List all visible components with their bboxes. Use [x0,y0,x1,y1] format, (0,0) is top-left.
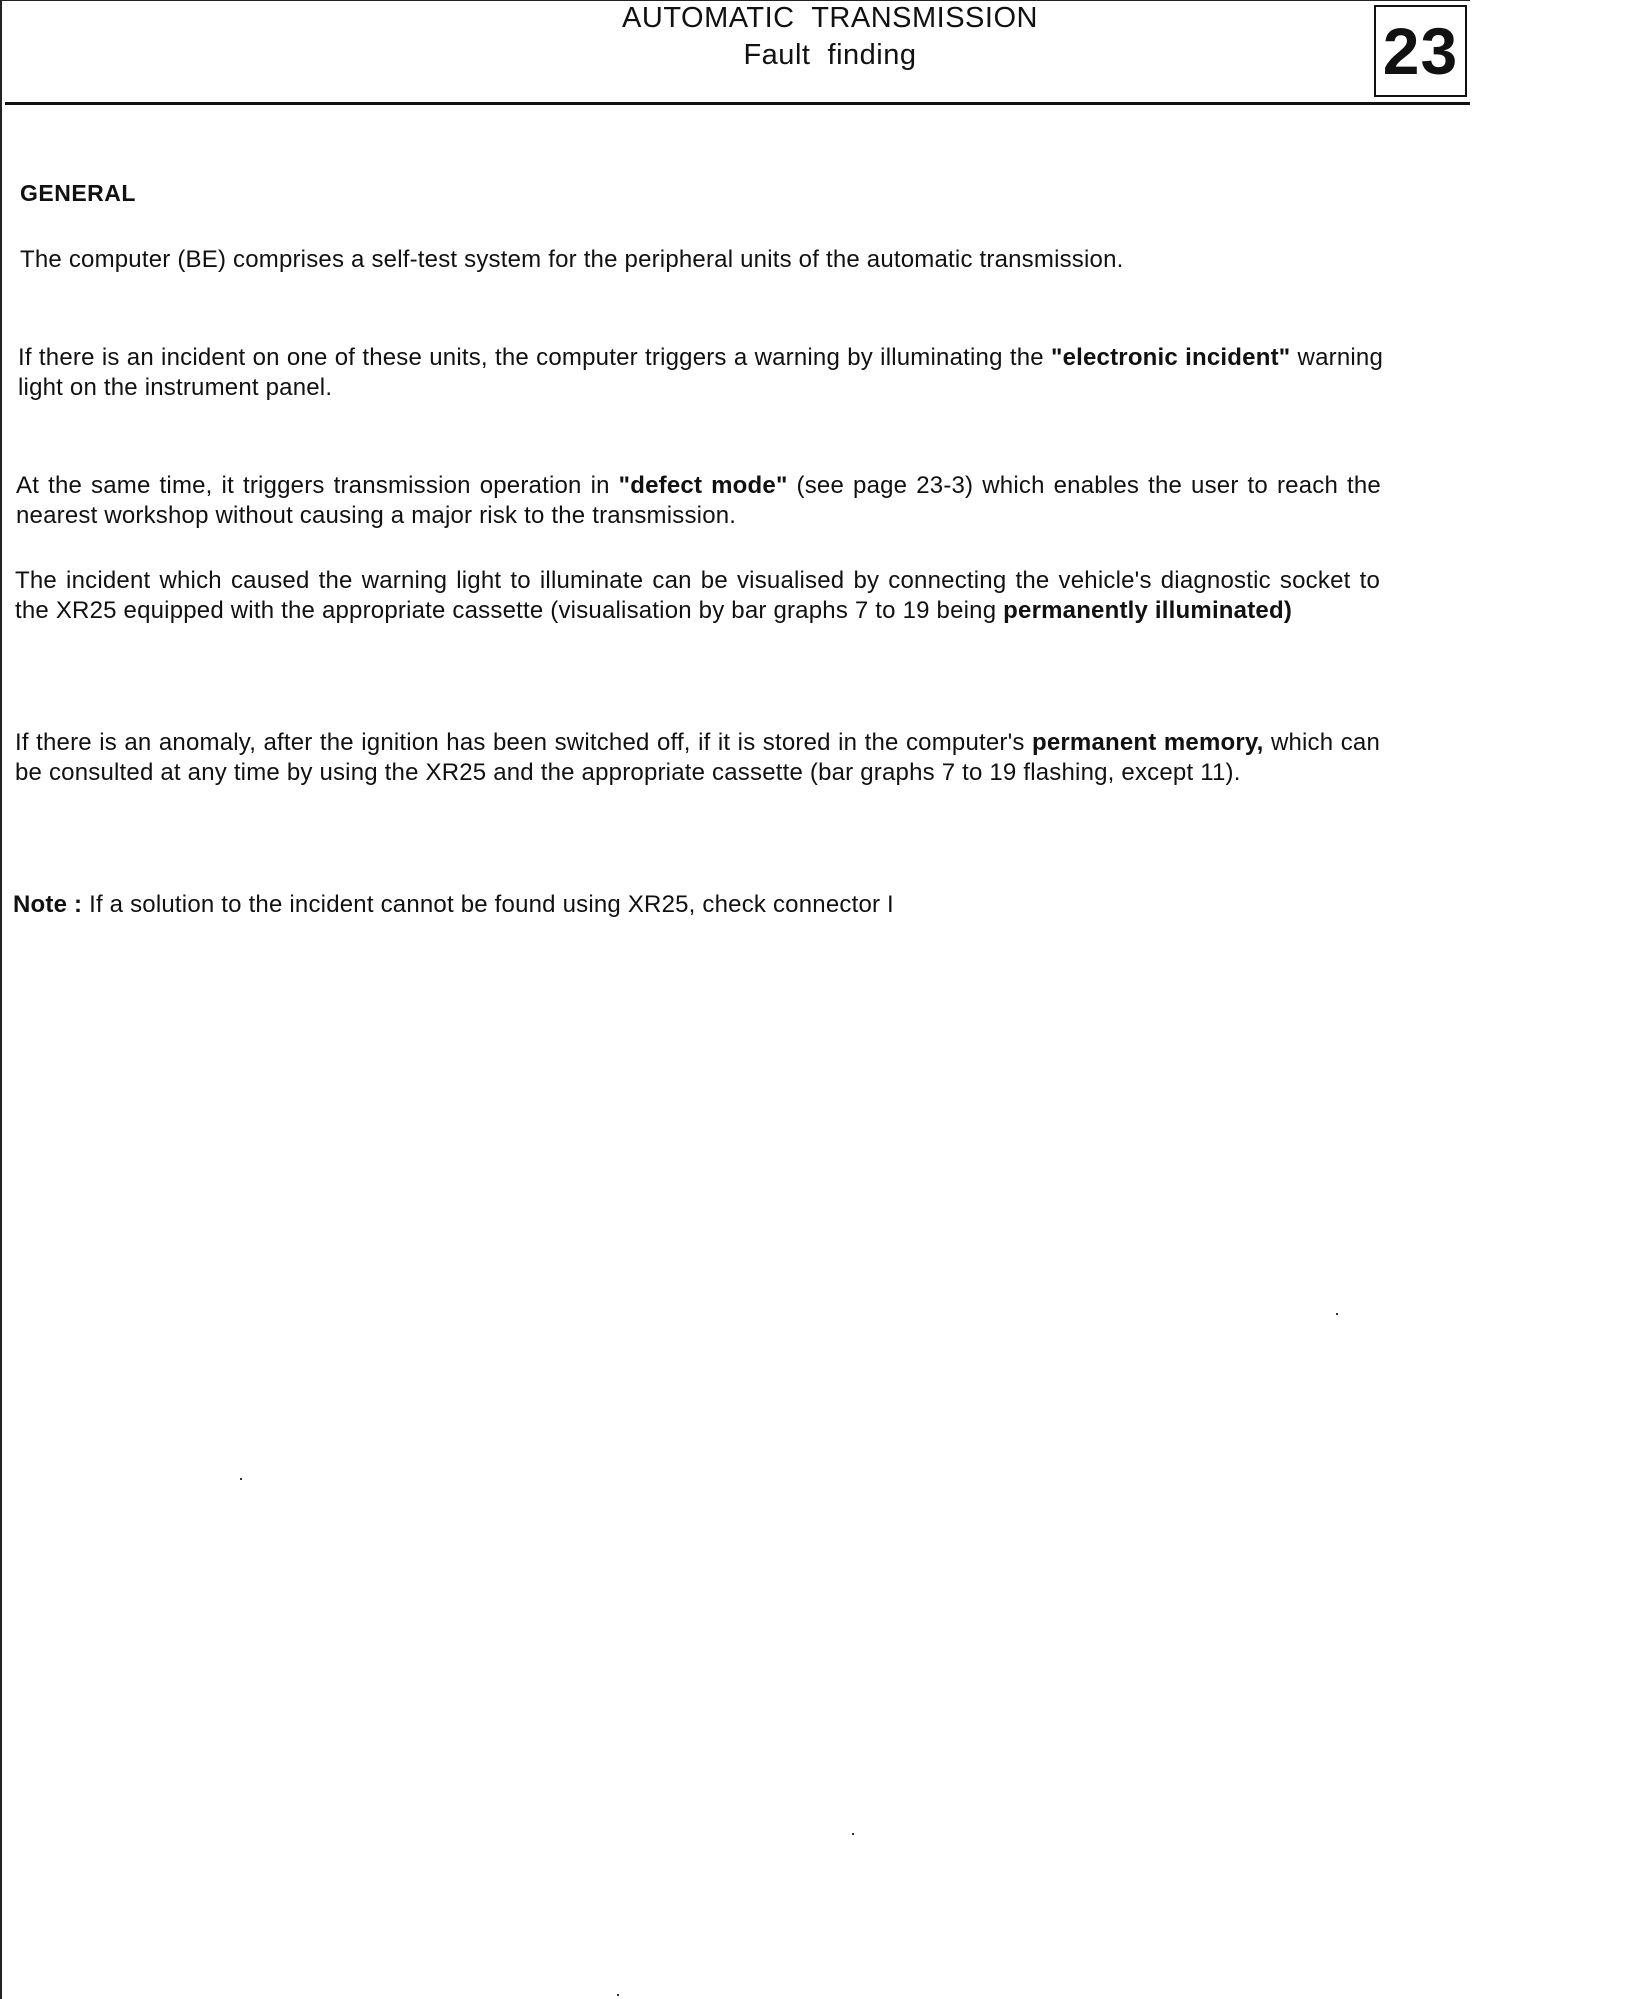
paragraph-anomaly-memory-text-a: If there is an anomaly, after the ignition has been switched off, if it is stored in the computer's [15,729,1032,756]
paragraph-visualisation [15,566,1380,626]
paragraph-incident-warning-emphasis: "electronic incident" [1051,344,1291,371]
section-number-box [1374,5,1467,97]
paragraph-incident-warning-text-a: If there is an incident on one of these units, the computer triggers a warning by illuminating the [18,344,1051,371]
section-heading: GENERAL [20,180,136,206]
paragraph-anomaly-memory-text-c: which can be consulted at any time by using the XR25 and the appropriate cassette (bar graphs 7 to 19 flashing, except 11). [15,729,1380,786]
header-title-line2: Fault finding [743,39,917,71]
paragraph-incident-warning [18,343,1383,403]
paragraph-visualisation-text-a: The incident which caused the warning light to illuminate can be visualised by connecting the vehicle's diagnostic socket to the XR25 equipped with the appropriate cassette (visualisation by bar graphs 7 to 19 being [15,567,1380,624]
scan-speck [240,1478,242,1480]
paragraph-defect-mode-emphasis: "defect mode" [618,472,788,499]
section-number: 23 [1382,14,1459,88]
header-title-line1: AUTOMATIC TRANSMISSION [622,2,1038,34]
scan-speck [617,1994,619,1996]
paragraph-defect-mode-text-c: (see page 23-3) which enables the user to reach the nearest workshop without causing a major risk to the transmission. [16,472,1381,529]
paragraph-self-test [20,245,1385,275]
note-paragraph [13,890,1378,920]
note-text: If a solution to the incident cannot be found using XR25, check connector I [82,891,894,918]
scan-speck [852,1833,854,1835]
note-label: Note : [13,891,83,918]
paragraph-defect-mode [16,471,1381,531]
paragraph-anomaly-memory-emphasis: permanent memory, [1031,729,1264,756]
scan-speck [1336,1313,1338,1315]
header-divider [5,102,1470,105]
page-left-border [0,0,2,1999]
paragraph-self-test-text: The computer (BE) comprises a self-test system for the peripheral units of the automatic transmission. [20,246,1124,273]
paragraph-anomaly-memory [15,728,1380,788]
page-header-title [560,0,1100,74]
paragraph-defect-mode-text-a: At the same time, it triggers transmission operation in [16,472,619,499]
paragraph-visualisation-emphasis: permanently illuminated) [1003,597,1293,624]
paragraph-incident-warning-text-c: warning light on the instrument panel. [18,344,1383,401]
